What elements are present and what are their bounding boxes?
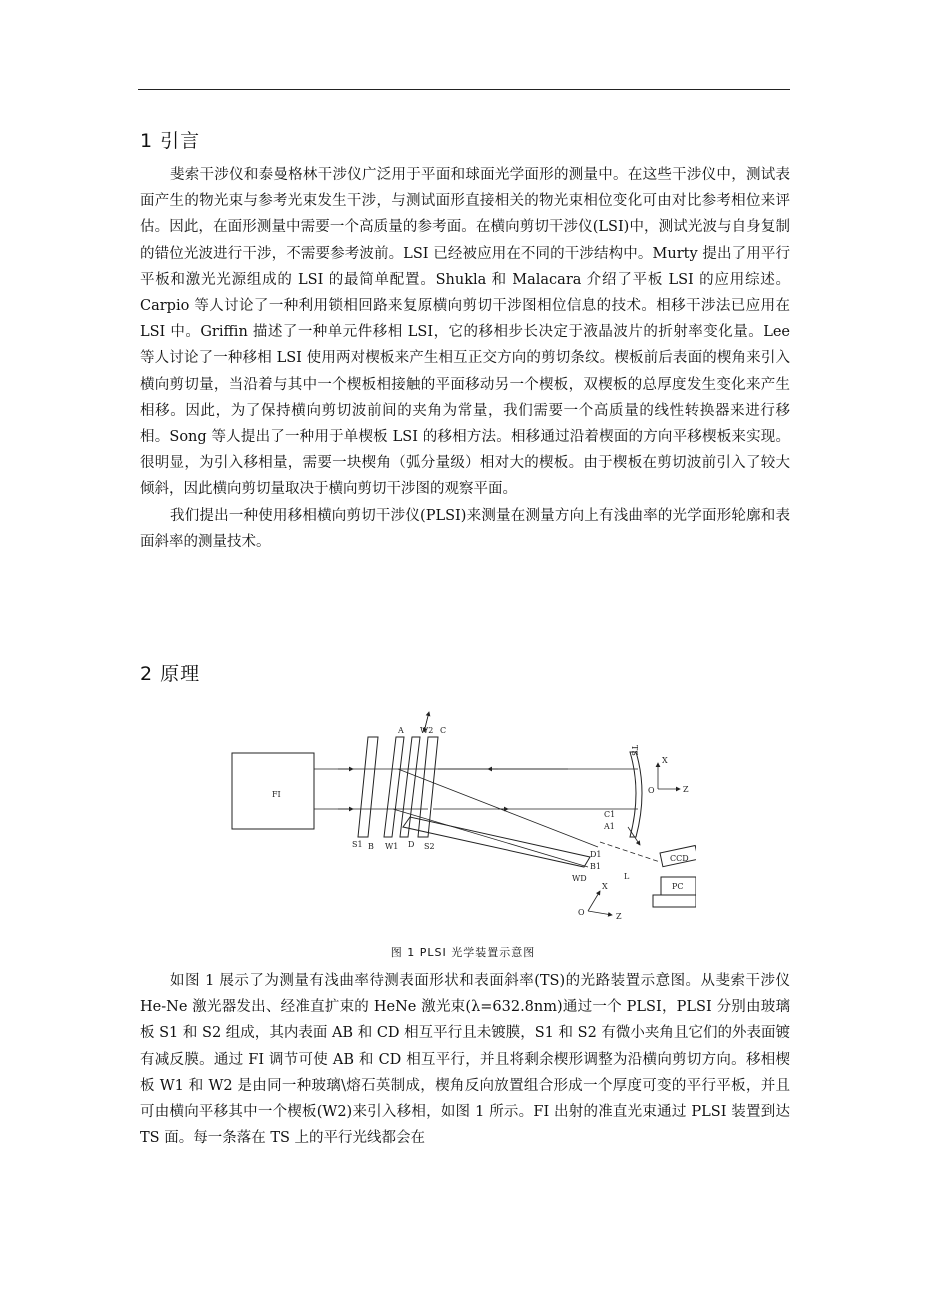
label-c1: C1: [604, 810, 616, 819]
section-1-body: [140, 162, 790, 555]
label-w1: W1: [385, 842, 399, 851]
ccd-label: CCD: [670, 854, 689, 863]
label-w2: W2: [420, 726, 434, 735]
axis-z-bottom: Z: [616, 912, 622, 921]
label-a1: A1: [604, 822, 615, 831]
label-d1: D1: [590, 850, 602, 859]
axis-z-top: Z: [683, 785, 689, 794]
paragraph: 斐索干涉仪和泰曼格林干涉仪广泛用于平面和球面光学面形的测量中。在这些干涉仪中，测试表面产生的物光束与参考光束发生干涉，与测试面形直接相关的物光束相位变化可由对比参考相位来评估。因此，在面形测量中需要一个高质量的参考面。在横向剪切干涉仪(LSI)中，测试光波与自身复制的错位光波进行干涉，不需要参考波前。LSI 已经被应用在不同的干涉结构中。Murty 提出了用平行平板和激光光源组成的 LSI 的最简单配置。Shukla 和 Malacara 介绍了平板 LSI 的应用综述。Carpio 等人讨论了一种利用锁相回路来复原横向剪切干涉图相位信息的技术。相移干涉法已应用在 LSI 中。Griffin 描述了一种单元件移相 LSI，它的移相步长决定于液晶波片的折射率变化量。Lee 等人讨论了一种移相 LSI 使用两对楔板来产生相互正交方向的剪切条纹。楔板前后表面的楔角来引入横向剪切量，当沿着与其中一个楔板相接触的平面移动另一个楔板，双楔板的总厚度发生变化来产生相移。因此，为了保持横向剪切波前间的夹角为常量，我们需要一个高质量的线性转换器来进行移相。Song 等人提出了一种用于单楔板 LSI 的移相方法。相移通过沿着楔面的方向平移楔板来实现。很明显，为引入移相量，需要一块楔角（弧分量级）相对大的楔板。由于楔板在剪切波前引入了较大倾斜，因此横向剪切量取决于横向剪切干涉图的观察平面。: [140, 167, 790, 498]
label-c: C: [440, 726, 447, 735]
ts-label: TS: [630, 745, 639, 756]
label-s1: S1: [352, 840, 363, 849]
fi-label: FI: [272, 790, 281, 799]
label-l: L: [624, 872, 630, 881]
axis-x-bottom: X: [602, 882, 608, 891]
section-2-body: [140, 968, 790, 1151]
plate-w1: [384, 737, 404, 837]
label-a: A: [398, 726, 404, 735]
label-b: B: [368, 842, 374, 851]
axis-o-bottom: O: [578, 908, 585, 917]
section-2-heading: 2 原理: [140, 663, 201, 685]
paragraph: 我们提出一种使用移相横向剪切干涉仪(PLSI)来测量在测量方向上有浅曲率的光学面形轮廓和表面斜率的测量技术。: [140, 507, 790, 550]
axis-o-top: O: [648, 786, 655, 795]
label-wd: WD: [572, 874, 587, 883]
label-b1: B1: [590, 862, 601, 871]
axis-x-top: X: [662, 756, 668, 765]
header-rule: [138, 89, 790, 90]
label-s2: S2: [424, 842, 435, 851]
pc-label: PC: [672, 882, 684, 891]
plate-s2: [418, 737, 438, 837]
label-d: D: [408, 840, 415, 849]
section-1-heading: 1 引言: [140, 130, 201, 152]
optical-setup-figure: [228, 697, 696, 929]
paragraph: 如图 1 展示了为测量有浅曲率待测表面形状和表面斜率(TS)的光路装置示意图。从斐索干涉仪 He-Ne 激光器发出、经准直扩束的 HeNe 激光束(λ=632.8nm)通过一个 PLSI，PLSI 分别由玻璃板 S1 和 S2 组成，其内表面 AB 和 CD 相互平行且未镀膜，S1 和 S2 有微小夹角且它们的外表面镀有减反膜。通过 FI 调节可使 AB 和 CD 相互平行，并且将剩余楔形调整为沿横向剪切方向。移相楔板 W1 和 W2 是由同一种玻璃\熔石英制成，楔角反向放置组合形成一个厚度可变的平行平板，并且可由横向平移其中一个楔板(W2)来引入移相，如图 1 所示。FI 出射的准直光束通过 PLSI 装置到达 TS 面。每一条落在 TS 上的平行光线都会在: [140, 973, 790, 1147]
ts-mirror: [630, 752, 642, 837]
plate-s1: [358, 737, 378, 837]
plate-w2: [400, 737, 420, 837]
figure-caption: 图 1 PLSI 光学装置示意图: [390, 946, 536, 959]
